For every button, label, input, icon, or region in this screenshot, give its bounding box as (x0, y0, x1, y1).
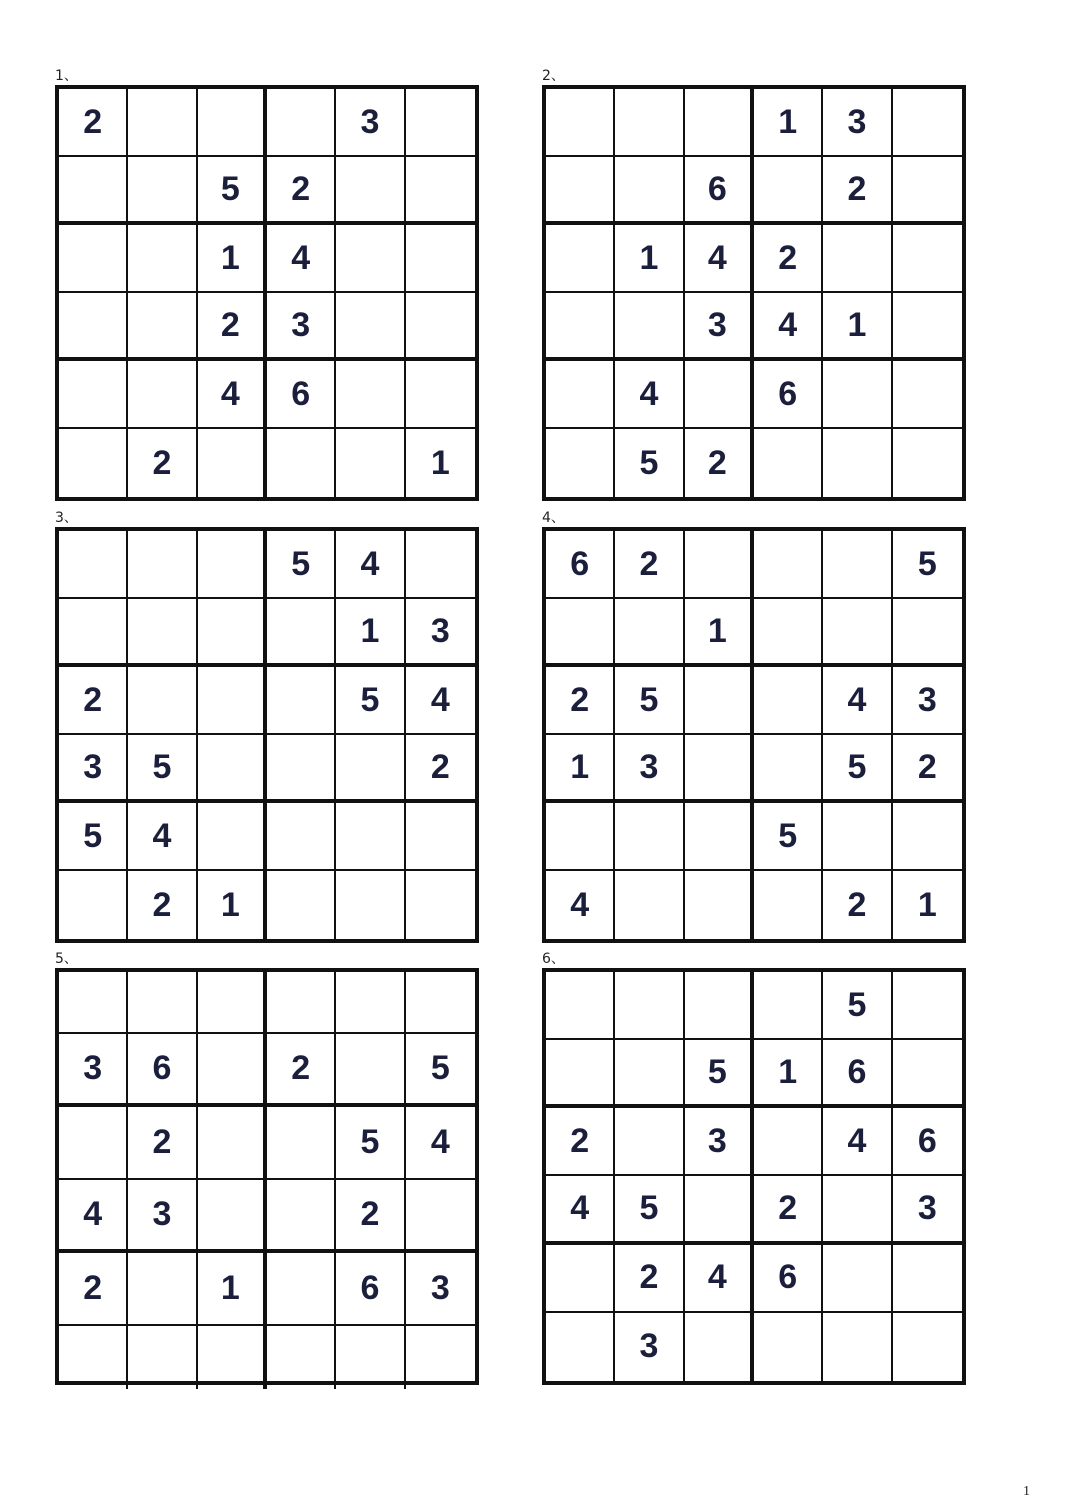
puzzle-label: 2、 (542, 68, 565, 84)
grid-cell (893, 972, 962, 1040)
grid-cell (546, 1040, 615, 1108)
grid-cell: 2 (59, 89, 128, 157)
grid-cell (59, 429, 128, 497)
grid-cell: 3 (267, 293, 336, 361)
grid-cell (406, 225, 475, 293)
grid-cell (893, 599, 962, 667)
grid-cell: 6 (336, 1253, 405, 1326)
grid-cell (823, 1313, 892, 1381)
grid-cell: 5 (823, 735, 892, 803)
grid-cell: 2 (267, 157, 336, 225)
grid-cell: 3 (893, 667, 962, 735)
grid-cell: 4 (198, 361, 267, 429)
grid-cell (893, 1245, 962, 1313)
grid-cell: 2 (128, 429, 197, 497)
grid-cell: 1 (823, 293, 892, 361)
grid-cell (754, 429, 823, 497)
grid-cell (685, 871, 754, 939)
grid-cell: 1 (198, 871, 267, 939)
grid-cell (685, 803, 754, 871)
grid-cell: 3 (615, 735, 684, 803)
grid-cell (267, 599, 336, 667)
grid-cell (893, 803, 962, 871)
grid-cell (128, 972, 197, 1034)
grid-cell (128, 531, 197, 599)
grid-cell: 3 (128, 1180, 197, 1253)
grid-cell (546, 225, 615, 293)
grid-cell: 2 (59, 667, 128, 735)
grid-cell (615, 599, 684, 667)
grid-cell (615, 1108, 684, 1176)
grid-cell (615, 972, 684, 1040)
grid-cell (406, 972, 475, 1034)
grid-cell: 1 (546, 735, 615, 803)
grid-cell (615, 1040, 684, 1108)
grid-cell (59, 1326, 128, 1389)
grid-cell: 2 (823, 157, 892, 225)
grid-cell: 2 (754, 1176, 823, 1244)
puzzle-label: 5、 (55, 951, 78, 967)
puzzle-label: 1、 (55, 68, 78, 84)
grid-cell (198, 1107, 267, 1180)
grid-cell: 1 (198, 225, 267, 293)
grid-cell (336, 225, 405, 293)
grid-cell (267, 1253, 336, 1326)
grid-cell (823, 1245, 892, 1313)
grid-cell (546, 1313, 615, 1381)
grid-cell: 4 (546, 871, 615, 939)
grid-cell: 3 (893, 1176, 962, 1244)
grid-cell: 6 (546, 531, 615, 599)
grid-cell (823, 1176, 892, 1244)
grid-cell: 1 (336, 599, 405, 667)
grid-cell (59, 157, 128, 225)
grid-cell (546, 1245, 615, 1313)
grid-cell: 2 (336, 1180, 405, 1253)
grid-cell: 5 (406, 1034, 475, 1107)
puzzle-label: 3、 (55, 510, 78, 526)
grid-cell (336, 293, 405, 361)
grid-cell (336, 735, 405, 803)
grid-cell: 5 (685, 1040, 754, 1108)
grid-cell (198, 1034, 267, 1107)
grid-cell: 2 (754, 225, 823, 293)
grid-cell: 5 (615, 429, 684, 497)
grid-cell: 4 (59, 1180, 128, 1253)
grid-cell (754, 1108, 823, 1176)
grid-cell (198, 667, 267, 735)
grid-cell: 5 (336, 1107, 405, 1180)
grid-cell: 3 (406, 599, 475, 667)
grid-cell (754, 871, 823, 939)
grid-cell (546, 803, 615, 871)
grid-cell (823, 225, 892, 293)
grid-cell: 2 (59, 1253, 128, 1326)
grid-cell (406, 531, 475, 599)
grid-cell (128, 293, 197, 361)
grid-cell (893, 293, 962, 361)
grid-cell: 1 (615, 225, 684, 293)
grid-cell: 1 (198, 1253, 267, 1326)
grid-cell: 3 (59, 1034, 128, 1107)
grid-cell: 2 (267, 1034, 336, 1107)
grid-cell: 2 (893, 735, 962, 803)
grid-cell (336, 972, 405, 1034)
grid-cell: 1 (754, 1040, 823, 1108)
grid-cell: 2 (546, 1108, 615, 1176)
grid-cell: 4 (754, 293, 823, 361)
grid-cell (267, 803, 336, 871)
sudoku-grid (542, 968, 966, 1385)
grid-cell (267, 429, 336, 497)
grid-cell (59, 531, 128, 599)
grid-cell: 3 (336, 89, 405, 157)
grid-cell (685, 735, 754, 803)
grid-cell: 5 (615, 1176, 684, 1244)
grid-cell: 6 (754, 1245, 823, 1313)
grid-cell: 5 (59, 803, 128, 871)
grid-cell (406, 89, 475, 157)
grid-cell (685, 1176, 754, 1244)
grid-cell (406, 361, 475, 429)
grid-cell (198, 735, 267, 803)
grid-cell (615, 803, 684, 871)
grid-cell (198, 89, 267, 157)
grid-cell: 4 (128, 803, 197, 871)
grid-cell (267, 1326, 336, 1389)
sudoku-grid (55, 968, 479, 1385)
grid-cell (615, 871, 684, 939)
grid-cell: 4 (615, 361, 684, 429)
grid-cell (754, 667, 823, 735)
grid-cell: 1 (430, 443, 450, 482)
grid-cell (336, 1034, 405, 1107)
grid-cell (406, 1180, 475, 1253)
grid-cell (893, 225, 962, 293)
grid-cell: 3 (685, 1108, 754, 1176)
grid-cell (546, 157, 615, 225)
grid-cell (406, 803, 475, 871)
grid-cell (198, 1326, 267, 1389)
grid-cell: 2 (406, 735, 475, 803)
grid-cell (754, 972, 823, 1040)
grid-cell (893, 361, 962, 429)
grid-cell (685, 972, 754, 1040)
grid-cell (754, 1313, 823, 1381)
grid-cell (336, 429, 405, 497)
grid-cell (754, 599, 823, 667)
grid-cell (685, 361, 754, 429)
grid-cell: 5 (198, 157, 267, 225)
grid-cell: 4 (406, 667, 475, 735)
grid-cell (267, 735, 336, 803)
grid-cell (823, 803, 892, 871)
grid-cell (198, 803, 267, 871)
grid-cell (128, 667, 197, 735)
grid-cell: 3 (406, 1253, 475, 1326)
grid-cell (893, 1040, 962, 1108)
grid-cell: 4 (685, 1245, 754, 1313)
grid-cell: 2 (546, 667, 615, 735)
page-number: 1 (1023, 1484, 1030, 1499)
grid-cell (546, 599, 615, 667)
grid-cell: 5 (823, 972, 892, 1040)
grid-cell (59, 225, 128, 293)
grid-cell: 4 (267, 225, 336, 293)
grid-cell (128, 361, 197, 429)
grid-cell (336, 157, 405, 225)
grid-cell (198, 429, 267, 497)
grid-cell: 2 (615, 531, 684, 599)
grid-cell: 4 (336, 531, 405, 599)
grid-cell (893, 1313, 962, 1381)
grid-cell (546, 429, 615, 497)
grid-cell: 3 (823, 89, 892, 157)
grid-cell (128, 1253, 197, 1326)
grid-cell: 2 (128, 871, 197, 939)
grid-cell (546, 89, 615, 157)
grid-cell: 6 (893, 1108, 962, 1176)
grid-cell (823, 599, 892, 667)
grid-cell: 3 (59, 735, 128, 803)
grid-cell (267, 871, 336, 939)
sudoku-grid (542, 527, 966, 943)
grid-cell (198, 599, 267, 667)
grid-cell: 1 (754, 89, 823, 157)
grid-cell: 5 (615, 667, 684, 735)
grid-cell (198, 531, 267, 599)
grid-cell (893, 429, 962, 497)
grid-cell: 4 (823, 667, 892, 735)
grid-cell (336, 1326, 405, 1389)
grid-cell (336, 871, 405, 939)
grid-cell (128, 599, 197, 667)
grid-cell (59, 871, 128, 939)
grid-cell (128, 225, 197, 293)
puzzle-label: 6、 (542, 951, 565, 967)
grid-cell: 4 (685, 225, 754, 293)
grid-cell (685, 89, 754, 157)
grid-cell (406, 157, 475, 225)
grid-cell: 6 (754, 361, 823, 429)
grid-cell: 5 (754, 803, 823, 871)
grid-cell: 4 (546, 1176, 615, 1244)
grid-cell (406, 1326, 475, 1389)
grid-cell (59, 1107, 128, 1180)
grid-cell (267, 667, 336, 735)
grid-cell (267, 89, 336, 157)
grid-cell (198, 1180, 267, 1253)
grid-cell: 1 (917, 885, 937, 924)
grid-cell (615, 157, 684, 225)
grid-cell: 6 (267, 361, 336, 429)
grid-cell: 5 (893, 531, 962, 599)
grid-cell (128, 89, 197, 157)
grid-cell (546, 361, 615, 429)
grid-cell (754, 735, 823, 803)
grid-cell (685, 531, 754, 599)
grid-cell (546, 293, 615, 361)
grid-cell (198, 972, 267, 1034)
grid-cell: 3 (685, 293, 754, 361)
grid-cell: 5 (267, 531, 336, 599)
sudoku-grid (542, 85, 966, 501)
grid-cell: 5 (128, 735, 197, 803)
grid-cell (406, 293, 475, 361)
grid-cell (128, 1326, 197, 1389)
sudoku-grid (55, 527, 479, 943)
grid-cell: 2 (198, 293, 267, 361)
grid-cell: 6 (128, 1034, 197, 1107)
grid-cell (267, 972, 336, 1034)
grid-cell (615, 89, 684, 157)
grid-cell (754, 157, 823, 225)
grid-cell (615, 293, 684, 361)
grid-cell: 6 (685, 157, 754, 225)
sudoku-grid (55, 85, 479, 501)
grid-cell (267, 1107, 336, 1180)
grid-cell (336, 803, 405, 871)
grid-cell: 5 (336, 667, 405, 735)
grid-cell: 2 (685, 429, 754, 497)
grid-cell (128, 157, 197, 225)
grid-cell (59, 599, 128, 667)
grid-cell: 6 (823, 1040, 892, 1108)
grid-cell: 4 (823, 1108, 892, 1176)
grid-cell (823, 531, 892, 599)
grid-cell: 3 (615, 1313, 684, 1381)
grid-cell (823, 361, 892, 429)
grid-cell: 4 (406, 1107, 475, 1180)
grid-cell (685, 1313, 754, 1381)
puzzle-label: 4、 (542, 510, 565, 526)
grid-cell: 1 (685, 599, 754, 667)
grid-cell (893, 89, 962, 157)
grid-cell (59, 293, 128, 361)
grid-cell (685, 667, 754, 735)
grid-cell: 2 (823, 871, 892, 939)
grid-cell: 2 (615, 1245, 684, 1313)
grid-cell: 2 (128, 1107, 197, 1180)
grid-cell (267, 1180, 336, 1253)
grid-cell (59, 361, 128, 429)
grid-cell (336, 361, 405, 429)
grid-cell (754, 531, 823, 599)
grid-cell (823, 429, 892, 497)
grid-cell (546, 972, 615, 1040)
grid-cell (59, 972, 128, 1034)
grid-cell (893, 157, 962, 225)
grid-cell (406, 871, 475, 939)
